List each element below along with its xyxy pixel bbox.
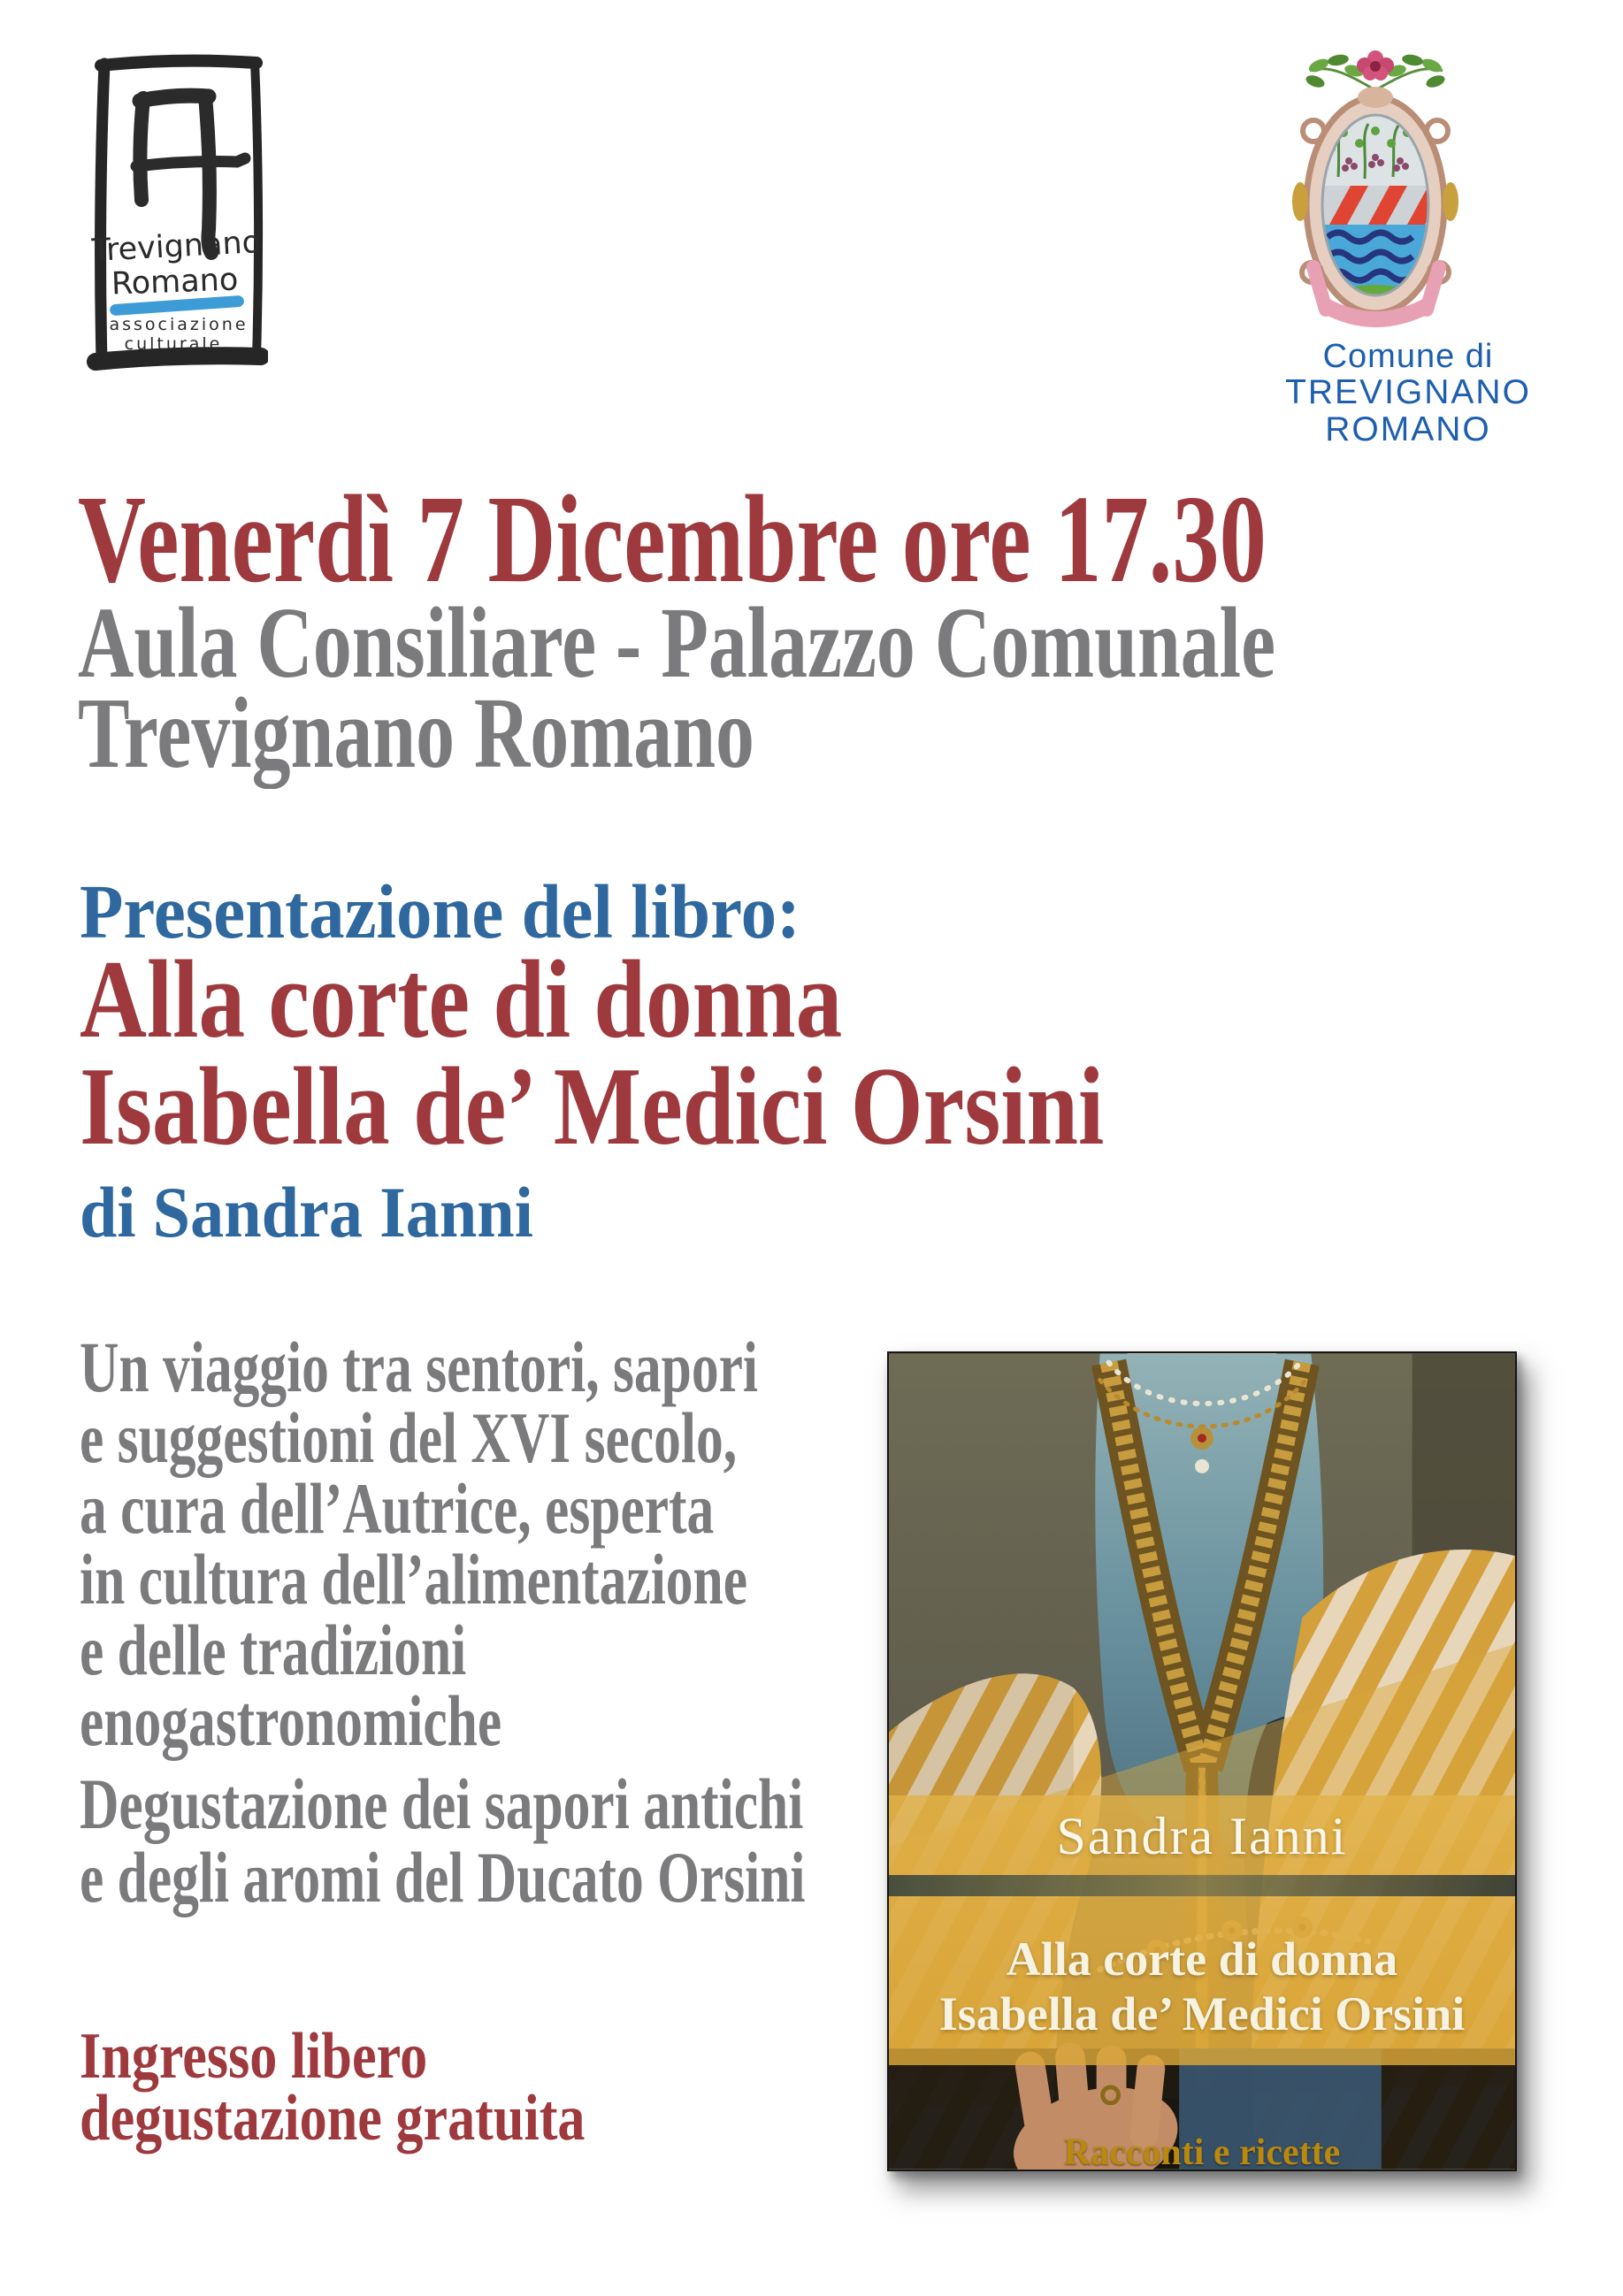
logo-tagline-line1: associazione [109, 315, 249, 334]
venue-line1: Aula Consiliare - Palazzo Comunale [78, 586, 1276, 699]
book-cover [887, 1351, 1517, 2171]
cover-subtitle: Racconti e ricette [1063, 2132, 1341, 2173]
book-title-line1: Alla corte di donna [80, 938, 843, 1061]
description-line: in cultura dell’alimentazione [80, 1539, 748, 1619]
cover-title-line2: Isabella de’ Medici Orsini [938, 1987, 1466, 2040]
description-line: e delle tradizioni [80, 1610, 467, 1690]
description-line: Un viaggio tra sentori, sapori [80, 1327, 759, 1407]
cover-title-line1: Alla corte di donna [1006, 1932, 1398, 1986]
description-line: a cura dell’Autrice, esperta [80, 1468, 715, 1549]
municipal-crest-icon [1276, 44, 1475, 336]
event-venue [78, 586, 1276, 789]
association-logo-icon [87, 51, 268, 380]
presentation-intro: Presentazione del libro: [80, 869, 800, 954]
cover-author: Sandra Ianni [1056, 1806, 1348, 1865]
tasting-line: e degli aromi del Ducato Orsini [80, 1837, 806, 1917]
description-line: enogastronomiche [80, 1680, 502, 1761]
crest-flower [1357, 50, 1394, 80]
logo-tagline-line2: culturale [124, 334, 223, 354]
cover-title [889, 1910, 1515, 2063]
tasting-line: Degustazione dei sapori antichi [80, 1764, 804, 1844]
cover-dark-stripe [889, 1875, 1515, 1896]
logo-name-line1: Trevignano [90, 225, 262, 269]
admission-line: Ingresso libero [80, 2020, 428, 2093]
logo-name-line2: Romano [111, 262, 239, 302]
municipality-line2: TREVIGNANO ROMANO [1285, 373, 1531, 448]
tasting-note [80, 1764, 806, 1917]
book-title-line2: Isabella de’ Medici Orsini [80, 1045, 1105, 1168]
description-line: e suggestioni del XVI secolo, [80, 1397, 738, 1478]
event-description [80, 1327, 759, 1761]
venue-line2: Trevignano Romano [78, 677, 754, 789]
admission-note [80, 2020, 586, 2154]
municipality-caption [1200, 339, 1616, 448]
event-datetime: Venerdì 7 Dicembre ore 17.30 [78, 469, 1267, 608]
municipality-line1: Comune di [1322, 338, 1494, 375]
presented-book-author: di Sandra Ianni [80, 1172, 533, 1252]
admission-line: degustazione gratuita [80, 2082, 586, 2154]
presented-book-title [80, 938, 1105, 1168]
